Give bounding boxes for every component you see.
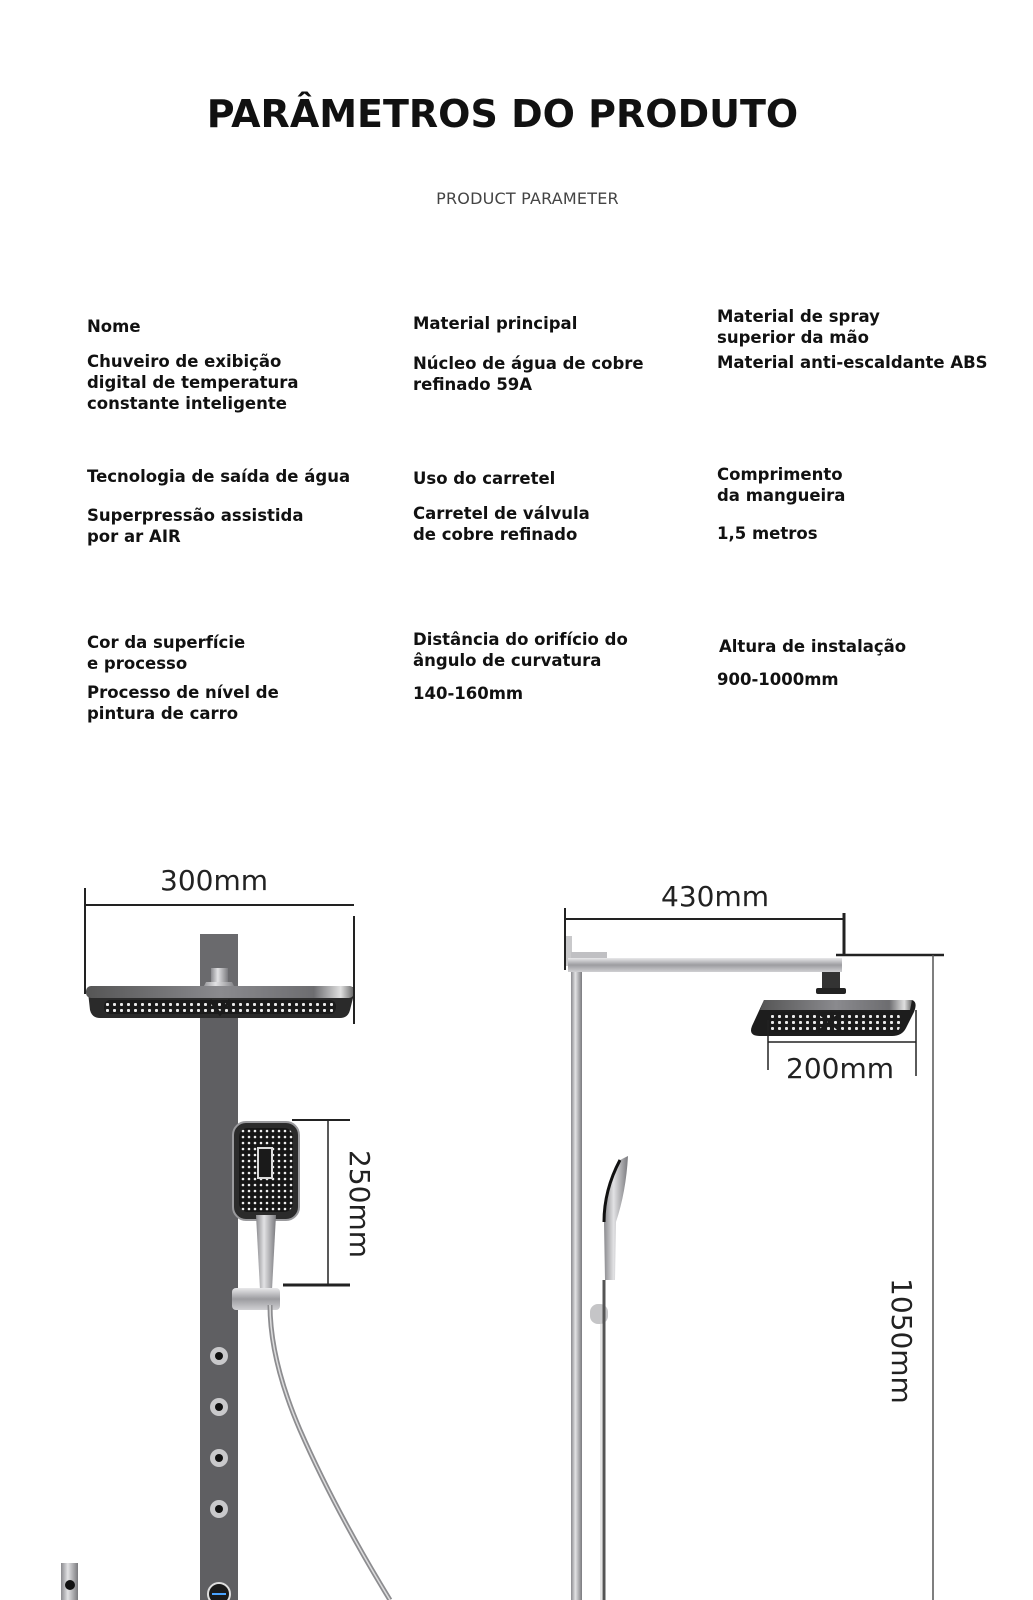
param-value: Superpressão assistida por ar AIR [87,506,304,546]
param-label: Uso do carretel [413,469,556,488]
param-value: 1,5 metros [717,524,818,543]
param-label: Distância do orifício do ângulo de curvatura [413,630,628,670]
side-rain-head [751,1000,916,1036]
side-pole [571,960,582,1600]
param-value: Carretel de válvula de cobre refinado [413,504,590,544]
param-label: Cor da superfície e processo [87,633,246,673]
param-label: Altura de instalação [719,637,907,656]
shower-arm [568,958,842,972]
dimension-label-300: 300mm [160,864,268,897]
dimension-label-1050: 1050mm [885,1278,918,1404]
dimension-label-430: 430mm [661,880,769,913]
param-label: Material principal [413,314,578,333]
side-view [565,908,944,1600]
param-value: Material anti-escaldante ABS [717,353,988,372]
param-label: Nome [87,317,141,336]
param-label: Tecnologia de saída de água [87,467,351,486]
param-label: Comprimento da mangueira [717,465,846,505]
param-value: 900-1000mm [717,670,839,689]
param-value: Processo de nível de pintura de carro [87,683,279,723]
rain-shower-head [86,986,354,1018]
param-value: 140-160mm [413,684,524,703]
head-connector [211,968,228,982]
param-label: Material de spray superior da mão [717,307,880,347]
param-value: Núcleo de água de cobre refinado 59A [413,354,644,394]
page-subtitle: PRODUCT PARAMETER [436,189,619,208]
front-view [61,888,390,1600]
param-value: Chuveiro de exibição digital de temperatura constante inteligente [87,352,299,413]
dimension-label-250: 250mm [343,1150,376,1258]
side-hand-shower [590,1156,628,1600]
page-title: PARÂMETROS DO PRODUTO [206,92,799,136]
dimension-label-200: 200mm [786,1052,894,1085]
